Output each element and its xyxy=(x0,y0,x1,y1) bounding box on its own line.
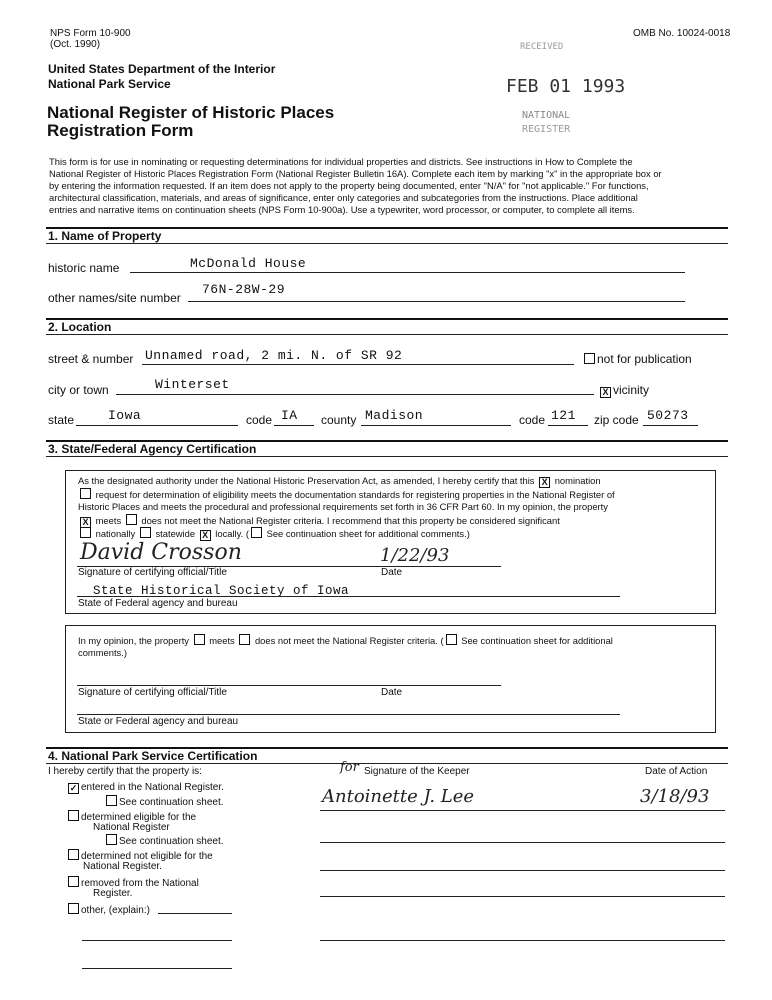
received-stamp-register: REGISTER xyxy=(522,124,571,135)
certification-date-value[interactable]: 1/22/93 xyxy=(380,545,450,566)
keeper-line-3 xyxy=(320,870,725,871)
intro-line-4: architectural classification, materials, and areas of significance, enter only categories and subcategories from the instructions. Place additional xyxy=(49,192,638,203)
opinion-text-a: In my opinion, the property xyxy=(78,635,189,646)
does-not-meet-checkbox[interactable] xyxy=(126,514,137,525)
see-continuation-2-checkbox[interactable] xyxy=(106,834,117,845)
city-value[interactable]: Winterset xyxy=(155,377,230,392)
date-of-action-label: Date of Action xyxy=(645,766,708,777)
intro-line-5: entries and narrative items on continuation sheets (NPS Form 10-900a). Use a typewriter, word processor, or computer, to complete all items. xyxy=(49,204,635,215)
opinion-meets-label: meets xyxy=(209,635,235,646)
section-4-heading: 4. National Park Service Certification xyxy=(48,749,258,763)
eligible-label-2: National Register xyxy=(93,822,170,833)
other-line-3 xyxy=(82,968,232,969)
omb-number: OMB No. 10024-0018 xyxy=(633,28,731,39)
form-number: NPS Form 10-900 xyxy=(50,28,131,39)
form-date: (Oct. 1990) xyxy=(50,39,101,50)
not-for-publication-label: not for publication xyxy=(597,352,692,366)
city-line xyxy=(116,394,594,395)
cert-line-3: Historic Places and meets the procedural and professional requirements set forth in 36 CFR Part 60. In my opinion, the property xyxy=(78,501,608,512)
county-code-value[interactable]: 121 xyxy=(551,408,576,423)
section-3-heading: 3. State/Federal Agency Certification xyxy=(48,442,257,456)
county-code-label: code xyxy=(519,413,546,427)
street-value[interactable]: Unnamed road, 2 mi. N. of SR 92 xyxy=(145,348,403,363)
section-1-heading: 1. Name of Property xyxy=(48,229,162,243)
not-eligible-label-1: determined not eligible for the xyxy=(81,851,213,862)
nationally-checkbox[interactable] xyxy=(80,527,91,538)
state-code-line xyxy=(274,425,314,426)
for-handwritten: for xyxy=(340,760,359,775)
keeper-signature[interactable]: Antoinette J. Lee xyxy=(322,786,475,807)
other-line-2 xyxy=(82,940,232,941)
entered-checkbox[interactable]: ✓ xyxy=(69,783,78,793)
other-checkbox[interactable] xyxy=(68,903,79,914)
zip-line xyxy=(643,425,698,426)
opinion-line-2: comments.) xyxy=(78,647,127,658)
not-eligible-label-2: National Register. xyxy=(83,861,162,872)
city-label: city or town xyxy=(48,383,109,397)
cert-line-5 xyxy=(78,527,470,541)
agency-value[interactable]: State Historical Society of Iowa xyxy=(93,584,350,598)
keeper-line-2 xyxy=(320,842,725,843)
intro-line-2: National Register of Historic Places Registration Form (National Register Bulletin 16A). Complete each item by marking "x" in the appropriate box or xyxy=(49,168,662,179)
date-label-2: Date xyxy=(381,687,403,698)
zip-value[interactable]: 50273 xyxy=(647,408,689,423)
historic-name-label: historic name xyxy=(48,261,120,275)
service-name: National Park Service xyxy=(48,77,171,91)
state-code-value[interactable]: IA xyxy=(281,408,298,423)
see-continuation-1-checkbox[interactable] xyxy=(106,795,117,806)
county-value[interactable]: Madison xyxy=(365,408,424,423)
received-stamp-national: NATIONAL xyxy=(522,110,571,121)
state-code-label: code xyxy=(246,413,273,427)
agency-line-1 xyxy=(77,596,620,597)
see-continuation-2[interactable] xyxy=(104,834,224,847)
vicinity-option[interactable] xyxy=(598,383,649,398)
department-name: United States Department of the Interior xyxy=(48,62,276,76)
see-continuation-1[interactable] xyxy=(104,795,224,808)
opinion-see-continuation-checkbox[interactable] xyxy=(446,634,457,645)
removed-label-1: removed from the National xyxy=(81,878,199,889)
removed-label-2: Register. xyxy=(93,888,133,899)
county-label: county xyxy=(321,413,357,427)
entered-label: entered in the National Register. xyxy=(81,782,224,793)
cert-line-2-text: request for determination of eligibility meets the documentation standards for registering properties in the National Register of xyxy=(95,489,615,500)
section-4-heading-rule xyxy=(46,763,728,764)
entered-option[interactable] xyxy=(66,782,224,794)
opinion-text-b: does not meet the National Register criteria. ( xyxy=(254,635,444,646)
see-continuation-checkbox[interactable] xyxy=(251,527,262,538)
opinion-meets-checkbox[interactable] xyxy=(194,634,205,645)
statewide-label: statewide xyxy=(155,528,196,539)
see-continuation-1-label: See continuation sheet. xyxy=(119,797,224,808)
opinion-does-not-meet-checkbox[interactable] xyxy=(239,634,250,645)
locally-checkbox[interactable]: X xyxy=(200,530,211,541)
removed-checkbox[interactable] xyxy=(68,876,79,887)
not-eligible-checkbox[interactable] xyxy=(68,849,79,860)
opinion-text-c: See continuation sheet for additional xyxy=(461,635,613,646)
state-value[interactable]: Iowa xyxy=(108,408,142,423)
nationally-label: nationally xyxy=(95,528,136,539)
agency-line-2 xyxy=(77,714,620,715)
zip-label: zip code xyxy=(594,413,639,427)
section-2-heading: 2. Location xyxy=(48,320,112,334)
intro-line-3: by entering the information requested. If an item does not apply to the property being documented, enter "N/A" for "not applicable." For functions, xyxy=(49,180,649,191)
date-of-action-value[interactable]: 3/18/93 xyxy=(640,786,710,807)
received-stamp-date: FEB 01 1993 xyxy=(506,76,626,97)
request-checkbox[interactable] xyxy=(80,488,91,499)
street-label: street & number xyxy=(48,352,134,366)
cert-line-1-text: As the designated authority under the National Historic Preservation Act, as amended, I hereby certify that this xyxy=(78,475,535,486)
meets-label: meets xyxy=(95,515,122,526)
vicinity-checkbox[interactable]: X xyxy=(600,387,611,398)
date-label-1: Date xyxy=(381,567,403,578)
cert-line-4-text: does not meet the National Register criteria. I recommend that this property be considered significant xyxy=(141,515,560,526)
form-subtitle: Registration Form xyxy=(47,121,194,140)
keeper-line-1 xyxy=(320,810,725,811)
statewide-checkbox[interactable] xyxy=(140,527,151,538)
cert-line-4 xyxy=(78,514,560,528)
other-option[interactable] xyxy=(66,903,150,916)
form-title: National Register of Historic Places xyxy=(47,103,335,122)
other-names-value[interactable]: 76N-28W-29 xyxy=(202,282,286,297)
historic-name-value[interactable]: McDonald House xyxy=(190,256,307,271)
street-line xyxy=(142,364,574,365)
nomination-label: nomination xyxy=(554,475,601,486)
see-continuation-2-label: See continuation sheet. xyxy=(119,836,224,847)
section-3-heading-rule xyxy=(46,456,728,457)
certifying-official-signature[interactable]: David Crosson xyxy=(80,540,242,565)
other-names-line xyxy=(188,301,685,302)
keeper-line-5 xyxy=(320,940,725,941)
state-line xyxy=(76,425,238,426)
other-explain-line xyxy=(158,913,232,914)
county-code-line xyxy=(548,425,588,426)
meets-checkbox[interactable]: X xyxy=(80,517,91,528)
eligible-label-1: determined eligible for the xyxy=(81,812,197,823)
section-2-top-rule xyxy=(46,318,728,320)
agency-label-1: State of Federal agency and bureau xyxy=(78,598,238,609)
nps-intro: I hereby certify that the property is: xyxy=(48,766,202,777)
cert-line-1 xyxy=(78,475,601,488)
intro-line-1: This form is for use in nominating or requesting determinations for individual properties and districts. See instructions in How to Complete the xyxy=(49,156,633,167)
eligible-checkbox[interactable] xyxy=(68,810,79,821)
county-line xyxy=(361,425,511,426)
not-for-publication-option[interactable] xyxy=(582,352,692,366)
section-2-heading-rule xyxy=(46,334,728,335)
other-label: other, (explain:) xyxy=(81,905,150,916)
section-1-heading-rule xyxy=(46,243,728,244)
agency-label-2: State or Federal agency and bureau xyxy=(78,716,239,727)
other-names-label: other names/site number xyxy=(48,291,181,305)
nomination-checkbox[interactable]: X xyxy=(539,477,550,488)
historic-name-line xyxy=(130,272,685,273)
signature-line-2 xyxy=(77,685,501,686)
cert-line-2 xyxy=(78,488,615,501)
see-continuation-label: See continuation sheet for additional comments.) xyxy=(266,528,470,539)
keeper-line-4 xyxy=(320,896,725,897)
signature-label-2: Signature of certifying official/Title xyxy=(78,687,227,698)
keeper-label: Signature of the Keeper xyxy=(364,766,470,777)
signature-label-1: Signature of certifying official/Title xyxy=(78,567,227,578)
state-label: state xyxy=(48,413,75,427)
opinion-line-1 xyxy=(78,634,613,647)
received-stamp-top: RECEIVED xyxy=(520,42,564,52)
vicinity-label: vicinity xyxy=(613,383,650,397)
locally-label: locally. ( xyxy=(215,528,249,539)
not-for-publication-checkbox[interactable] xyxy=(584,353,595,364)
